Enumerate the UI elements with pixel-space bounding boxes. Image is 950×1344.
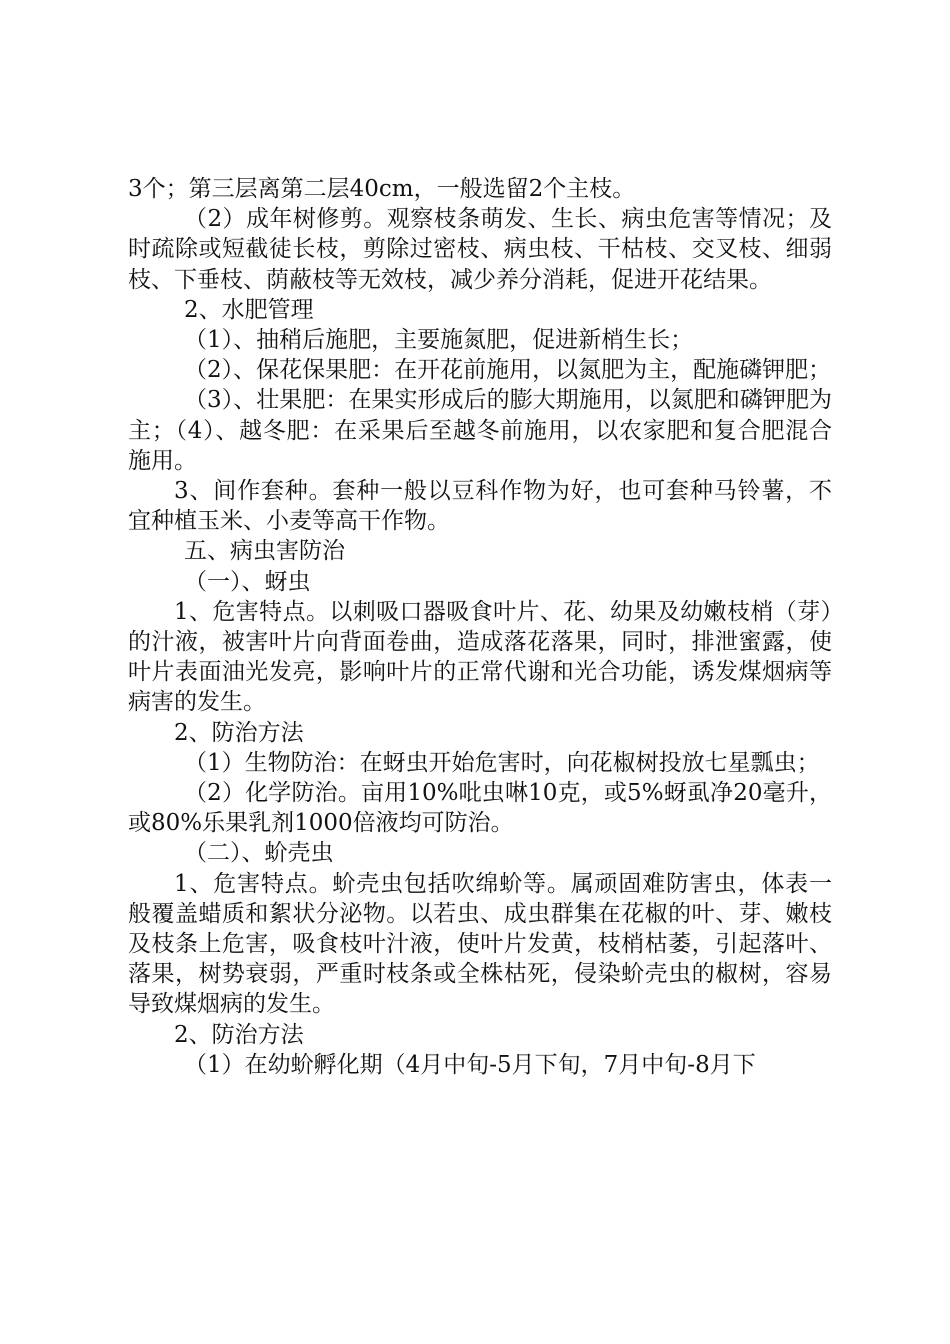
paragraph-11: 2、防治方法	[174, 719, 304, 746]
paragraph-1: 3个；第三层离第二层40cm，一般选留2个主枝。	[128, 176, 636, 202]
paragraph-13: （2）化学防治。亩用10%吡虫啉10克，或5%蚜虱净20毫升，或80%乐果乳剂1000倍液均可防治。	[128, 780, 832, 837]
paragraph-3: 2、水肥管理	[184, 296, 314, 323]
paragraph-16: 2、防治方法	[174, 1021, 304, 1048]
paragraph-8: 五、病虫害防治	[184, 538, 345, 565]
paragraph-5: （2）、保花保果肥：在开花前施用，以氮肥为主，配施磷钾肥；	[184, 357, 832, 384]
paragraph-7: 3、间作套种。套种一般以豆科作物为好，也可套种马铃薯，不宜种植玉米、小麦等高干作物。	[128, 478, 832, 535]
paragraph-15: 1、危害特点。蚧壳虫包括吹绵蚧等。属顽固难防害虫，体表一般覆盖蜡质和絮状分泌物。以若虫、成虫群集在花椒的叶、芽、嫩枝及枝条上危害，吸食枝叶汁液，使叶片发黄，枝梢枯萎，引起落叶、落果，树势衰弱，严重时枝条或全株枯死，侵染蚧壳虫的椒树，容易导致煤烟病的发生。	[128, 870, 832, 1018]
paragraph-10: 1、危害特点。以刺吸口器吸食叶片、花、幼果及幼嫩枝梢（芽）的汁液，被害叶片向背面卷曲，造成落花落果，同时，排泄蜜露，使叶片表面油光发亮，影响叶片的正常代谢和光合功能，诱发煤烟病等病害的发生。	[128, 598, 832, 716]
paragraph-12: （1）生物防治：在蚜虫开始危害时，向花椒树投放七星瓢虫；	[184, 749, 820, 776]
paragraph-9: （一）、蚜虫	[184, 568, 311, 595]
paragraph-2: （2）成年树修剪。观察枝条萌发、生长、病虫危害等情况；及时疏除或短截徒长枝，剪除过密枝、病虫枝、干枯枝、交叉枝、细弱枝、下垂枝、荫蔽枝等无效枝，减少养分消耗，促进开花结果。	[128, 206, 832, 293]
paragraph-4: （1）、抽稍后施肥，主要施氮肥，促进新梢生长；	[184, 327, 694, 354]
paragraph-14: （二）、蚧壳虫	[184, 840, 334, 867]
document-body	[128, 174, 832, 1080]
paragraph-6: （3）、壮果肥：在果实形成后的膨大期施用，以氮肥和磷钾肥为主；（4）、越冬肥：在采果后至越冬前施用，以农家肥和复合肥混合施用。	[128, 387, 832, 474]
paragraph-17: （1）在幼蚧孵化期（4月中旬-5月下旬，7月中旬-8月下	[184, 1051, 756, 1078]
